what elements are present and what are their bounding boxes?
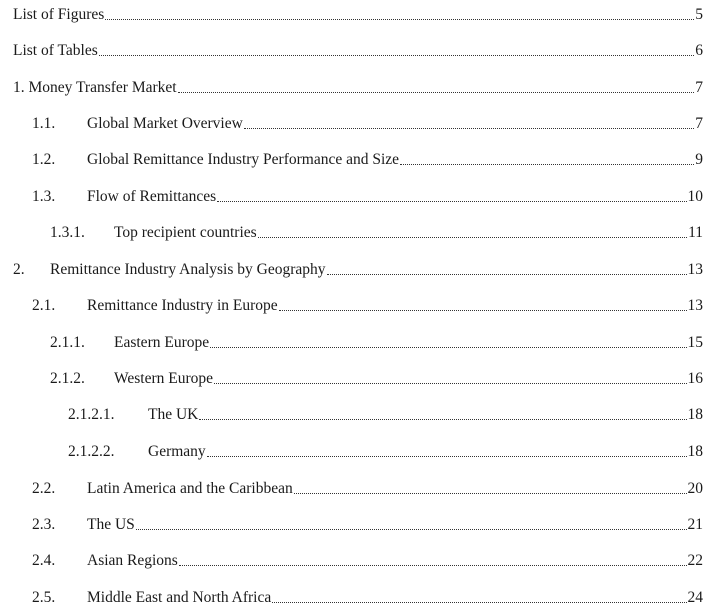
toc-entry[interactable] [32, 293, 703, 315]
toc-entry[interactable] [68, 439, 703, 461]
dot-leader [214, 383, 686, 384]
toc-entry-page-number: 6 [695, 42, 703, 59]
dot-leader [272, 602, 686, 603]
dot-leader [210, 347, 686, 348]
toc-entry-number: 2.2. [32, 480, 56, 497]
toc-entry-title: 1. Money Transfer Market [13, 79, 177, 96]
toc-entry-title: Asian Regions [87, 552, 178, 569]
toc-entry-number: 2.1.2. [50, 370, 85, 387]
toc-entry[interactable] [68, 402, 703, 424]
toc-entry-page-number: 7 [695, 115, 703, 132]
toc-entry-title: Germany [148, 443, 206, 460]
toc-entry-title: List of Tables [13, 42, 98, 59]
toc-entry-number: 1.2. [32, 151, 56, 168]
toc-entry-title: Remittance Industry in Europe [87, 297, 278, 314]
toc-entry[interactable] [32, 585, 703, 607]
dot-leader [178, 92, 695, 93]
toc-entry-title: Western Europe [114, 370, 214, 387]
dot-leader [279, 310, 687, 311]
toc-entry-title: Global Market Overview [87, 115, 243, 132]
dot-leader [327, 274, 687, 275]
dot-leader [244, 128, 694, 129]
toc-entry[interactable] [32, 147, 703, 169]
toc-entry-page-number: 22 [687, 552, 703, 569]
dot-leader [207, 456, 687, 457]
toc-entry-page-number: 7 [695, 79, 703, 96]
toc-entry[interactable] [50, 330, 703, 352]
toc-entry-title: Middle East and North Africa [87, 589, 272, 606]
toc-entry-title: The US [87, 516, 135, 533]
toc-entry-page-number: 9 [695, 151, 703, 168]
toc-entry-title: Eastern Europe [114, 334, 210, 351]
toc-entry[interactable] [32, 512, 703, 534]
toc-entry-title: Latin America and the Caribbean [87, 480, 293, 497]
toc-entry-title: Global Remittance Industry Performance and Size [87, 151, 400, 168]
toc-entry-number: 2.4. [32, 552, 56, 569]
toc-entry-page-number: 11 [688, 224, 703, 241]
toc-entry[interactable] [50, 220, 703, 242]
toc-entry-number: 2.3. [32, 516, 56, 533]
toc-entry-page-number: 21 [687, 516, 703, 533]
toc-entry-number: 1.3. [32, 188, 56, 205]
toc-entry-number: 1.1. [32, 115, 56, 132]
toc-entry[interactable] [13, 2, 703, 24]
toc-entry-page-number: 10 [687, 188, 703, 205]
toc-entry-number: 2.1.2.1. [68, 406, 115, 423]
toc-entry-number: 2.1.2.2. [68, 443, 115, 460]
toc-entry-title: Flow of Remittances [87, 188, 217, 205]
dot-leader [217, 201, 686, 202]
toc-entry-page-number: 20 [687, 480, 703, 497]
toc-entry[interactable] [32, 548, 703, 570]
toc-entry-title: List of Figures [13, 6, 105, 23]
toc-entry-title: The UK [148, 406, 199, 423]
toc-entry[interactable] [32, 476, 703, 498]
toc-entry[interactable] [13, 75, 703, 97]
dot-leader [400, 164, 694, 165]
dot-leader [105, 19, 694, 20]
toc-entry[interactable] [13, 257, 703, 279]
toc-entry-title: Top recipient countries [114, 224, 257, 241]
toc-entry-number: 2.5. [32, 589, 56, 606]
toc-entry-title: Remittance Industry Analysis by Geography [50, 261, 326, 278]
toc-entry-number: 2.1.1. [50, 334, 85, 351]
toc-entry[interactable] [32, 111, 703, 133]
toc-entry[interactable] [32, 184, 703, 206]
dot-leader [199, 419, 686, 420]
toc-entry[interactable] [50, 366, 703, 388]
dot-leader [294, 493, 687, 494]
toc-entry-page-number: 13 [687, 261, 703, 278]
toc-entry-number: 2.1. [32, 297, 56, 314]
dot-leader [99, 55, 695, 56]
dot-leader [136, 529, 687, 530]
toc-entry-page-number: 15 [687, 334, 703, 351]
dot-leader [258, 237, 687, 238]
toc-entry-number: 1.3.1. [50, 224, 85, 241]
toc-entry-page-number: 16 [687, 370, 703, 387]
toc-entry-page-number: 13 [687, 297, 703, 314]
toc-entry-page-number: 18 [687, 406, 703, 423]
toc-entry[interactable] [13, 38, 703, 60]
dot-leader [179, 565, 687, 566]
toc-entry-page-number: 24 [687, 589, 703, 606]
toc-entry-number: 2. [13, 261, 25, 278]
toc-entry-page-number: 5 [695, 6, 703, 23]
toc-entry-page-number: 18 [687, 443, 703, 460]
